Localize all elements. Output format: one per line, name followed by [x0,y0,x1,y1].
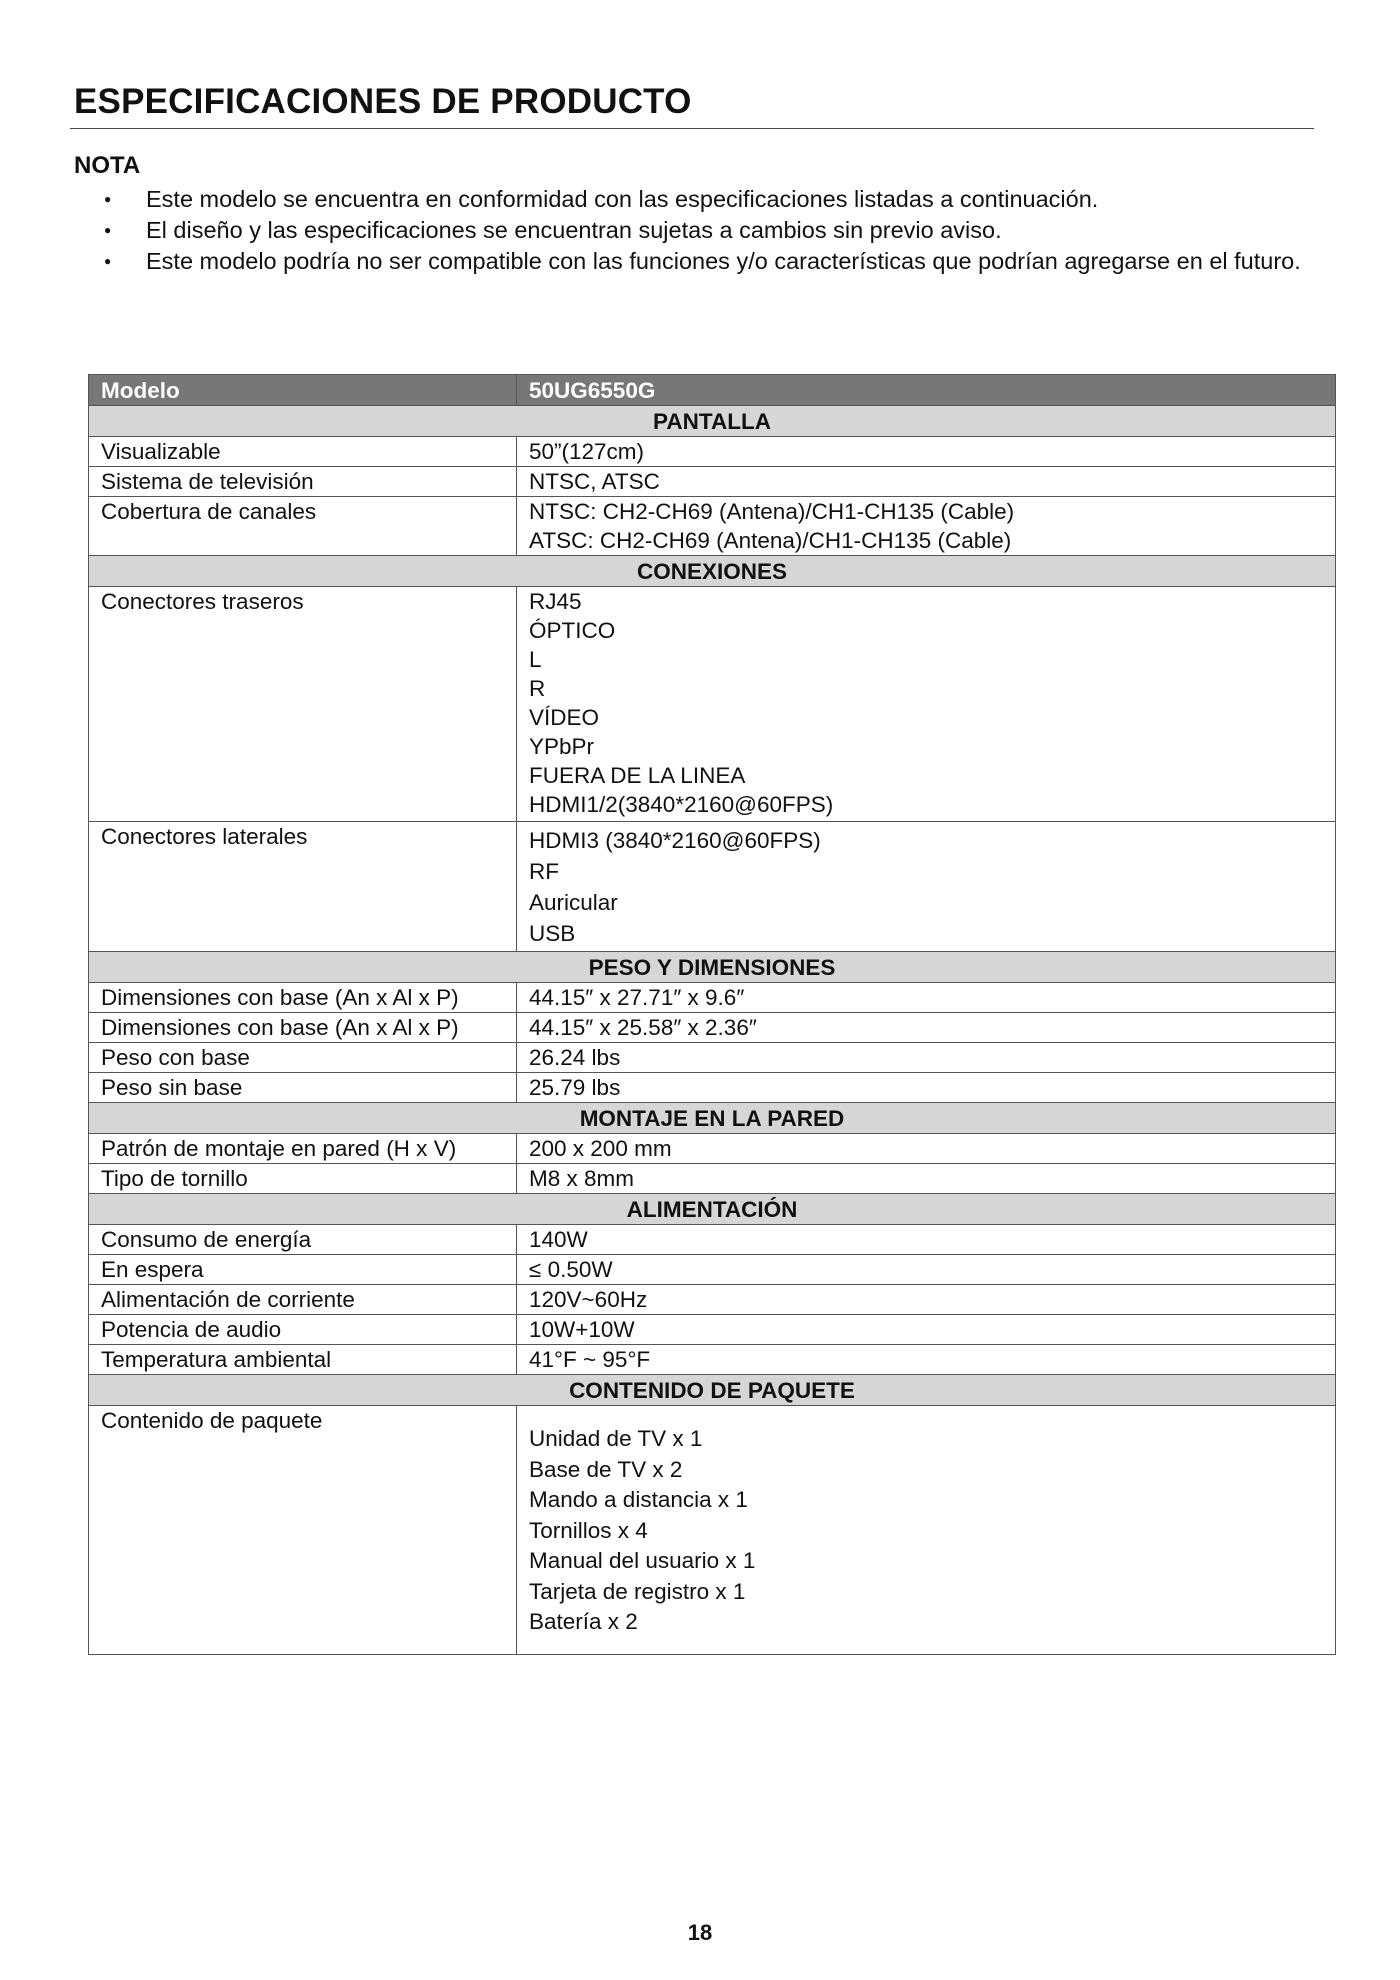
section-title: CONEXIONES [89,556,1336,587]
spec-label: Conectores traseros [89,587,517,822]
table-row [89,1164,1336,1194]
table-row [89,983,1336,1013]
spec-value: 26.24 lbs [517,1043,1336,1073]
section-title: PANTALLA [89,406,1336,437]
spec-label: En espera [89,1255,517,1285]
page-number: 18 [687,1920,713,1945]
spec-value: VÍDEO [529,705,600,730]
spec-label: Potencia de audio [89,1315,517,1345]
section-alimentacion [89,1194,1336,1225]
spec-value: Unidad de TV x 1 [529,1426,703,1451]
spec-value-list [517,587,1336,822]
table-row [89,1043,1336,1073]
section-paquete [89,1375,1336,1406]
table-row [89,1406,1336,1655]
nota-item: ● Este modelo se encuentra en conformidad con las especificaciones listadas a continuación. [100,184,1315,215]
spec-value: R [529,676,546,701]
spec-value: 44.15″ x 25.58″ x 2.36″ [517,1013,1336,1043]
spec-value: Tornillos x 4 [529,1517,648,1543]
spec-label: Dimensiones con base (An x Al x P) [89,983,517,1013]
spec-value-list [517,1406,1336,1655]
spec-label: Patrón de montaje en pared (H x V) [89,1134,517,1164]
spec-label: Temperatura ambiental [89,1345,517,1375]
spec-label: Peso con base [89,1043,517,1073]
spec-label: Conectores laterales [89,822,517,952]
section-pantalla [89,406,1336,437]
nota-list [100,184,1315,277]
spec-value: Batería x 2 [529,1609,638,1634]
table-row [89,1345,1336,1375]
table-row [89,437,1336,467]
table-row [89,1225,1336,1255]
spec-value: 200 x 200 mm [517,1134,1336,1164]
table-row [89,467,1336,497]
model-label: Modelo [89,375,517,406]
spec-label: Dimensiones con base (An x Al x P) [89,1013,517,1043]
spec-value: FUERA DE LA LINEA [529,763,746,788]
model-value: 50UG6550G [517,375,1336,406]
spec-value: Tarjeta de registro x 1 [529,1578,746,1604]
section-conexiones [89,556,1336,587]
spec-value: ≤ 0.50W [517,1255,1336,1285]
nota-heading: NOTA [74,152,141,179]
spec-value: RF [529,859,559,884]
model-row [89,375,1336,406]
spec-label: Alimentación de corriente [89,1285,517,1315]
section-peso [89,952,1336,983]
spec-value: M8 x 8mm [517,1164,1336,1194]
section-title: MONTAJE EN LA PARED [89,1103,1336,1134]
section-title: CONTENIDO DE PAQUETE [89,1375,1336,1406]
table-row [89,822,1336,952]
spec-value-list [517,497,1336,556]
page-title: ESPECIFICACIONES DE PRODUCTO [74,82,692,121]
spec-value: 10W+10W [517,1315,1336,1345]
spec-label: Peso sin base [89,1073,517,1103]
spec-value: HDMI1/2(3840*2160@60FPS) [529,792,834,817]
table-row [89,1285,1336,1315]
table-row [89,497,1336,556]
spec-value: 44.15″ x 27.71″ x 9.6″ [517,983,1336,1013]
spec-label: Sistema de televisión [89,467,517,497]
spec-value: NTSC: CH2-CH69 (Antena)/CH1-CH135 (Cable) [529,499,1015,524]
spec-table [88,374,1336,1655]
table-row [89,1013,1336,1043]
spec-value: L [529,647,542,672]
spec-label: Consumo de energía [89,1225,517,1255]
spec-value: HDMI3 (3840*2160@60FPS) [529,828,821,853]
section-title: ALIMENTACIÓN [89,1194,1336,1225]
table-row [89,1255,1336,1285]
spec-value: Auricular [529,890,618,915]
spec-value: 120V~60Hz [517,1285,1336,1315]
section-title: PESO Y DIMENSIONES [89,952,1336,983]
spec-value: USB [529,921,576,946]
spec-value: YPbPr [529,734,595,759]
spec-value: Manual del usuario x 1 [529,1548,756,1573]
spec-label: Cobertura de canales [89,497,517,556]
spec-value: 50”(127cm) [517,437,1336,467]
spec-value: 140W [517,1225,1336,1255]
spec-value: NTSC, ATSC [517,467,1336,497]
spec-value: Mando a distancia x 1 [529,1487,748,1512]
spec-value: 25.79 lbs [517,1073,1336,1103]
spec-value: 41°F ~ 95°F [517,1345,1336,1375]
spec-value: ÓPTICO [529,618,616,643]
spec-value: RJ45 [529,589,582,614]
table-row [89,1134,1336,1164]
spec-label: Visualizable [89,437,517,467]
spec-value-list [517,822,1336,952]
table-row [89,587,1336,822]
spec-label: Contenido de paquete [89,1406,517,1655]
table-row [89,1073,1336,1103]
nota-item: ● Este modelo podría no ser compatible con las funciones y/o características que podrían agregarse en el futuro. [100,246,1315,277]
section-montaje [89,1103,1336,1134]
nota-item: ● El diseño y las especificaciones se encuentran sujetas a cambios sin previo aviso. [100,215,1315,246]
spec-value: Base de TV x 2 [529,1456,683,1482]
table-row [89,1315,1336,1345]
spec-label: Tipo de tornillo [89,1164,517,1194]
spec-value: ATSC: CH2-CH69 (Antena)/CH1-CH135 (Cable) [529,528,1012,553]
title-divider [70,128,1314,129]
